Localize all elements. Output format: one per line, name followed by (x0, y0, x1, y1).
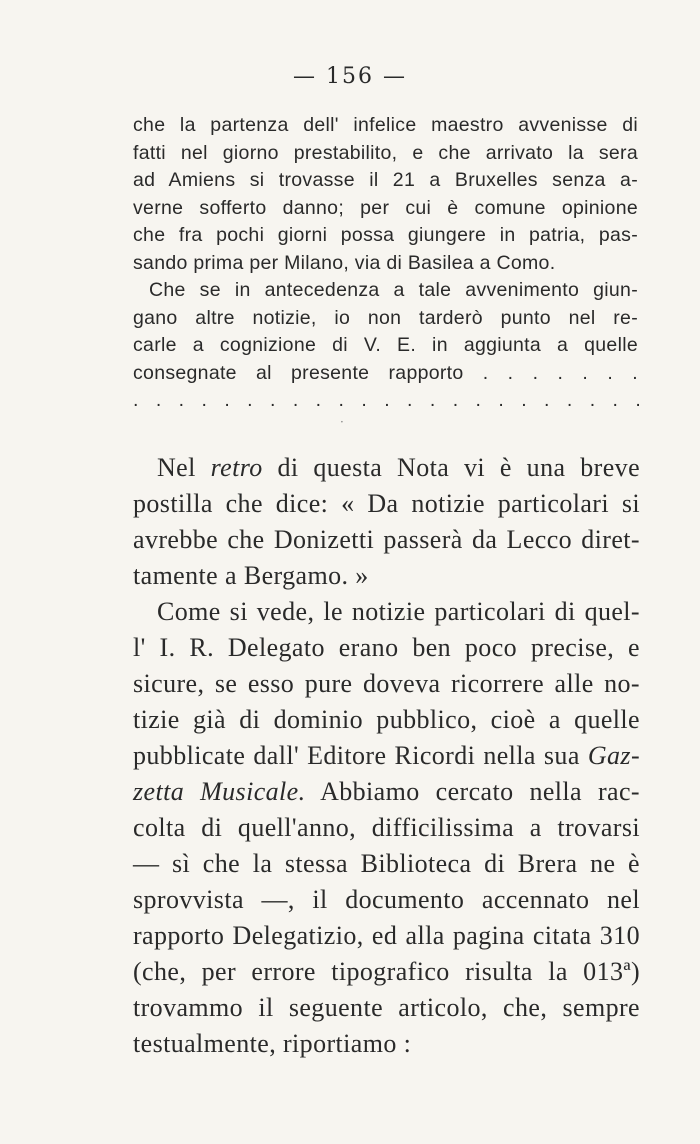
quote-line: fatti nel giorno prestabilito, e che arrivato la sera (133, 141, 638, 164)
quote-line: verne sofferto danno; per cui è comune opinione (133, 196, 638, 219)
body-line: trovammo il seguente articolo, che, sempre (133, 993, 640, 1022)
quote-line: che la partenza dell' infelice maestro avvenisse di (133, 114, 638, 136)
body-line: colta di quell'anno, difficilissima a trovarsi (133, 813, 640, 842)
quote-line: gano altre notizie, io non tarderò punto nel re- (133, 306, 638, 329)
body-line: pubblicate dall' Editore Ricordi nella sua Gaz- (133, 741, 640, 770)
ellipsis-dots-line: . . . . . . . . . . . . . . . . . . . . . . . (133, 389, 647, 411)
body-line: testualmente, riportiamo : (133, 1029, 412, 1058)
quote-line: che fra pochi giorni possa giungere in patria, pas- (133, 224, 638, 246)
quote-line: sando prima per Milano, via di Basilea a Como. (133, 251, 556, 274)
quote-line: carle a cognizione di V. E. in aggiunta a quelle (133, 334, 638, 356)
report-quote (133, 112, 647, 415)
body-line: Come si vede, le notizie particolari di quel- (157, 597, 640, 626)
body-line: rapporto Delegatizio, ed alla pagina citata 310 (133, 921, 640, 950)
quote-line: ad Amiens si trovasse il 21 a Bruxelles senza a- (133, 169, 638, 191)
quote-line: consegnate al presente rapporto . . . . . . . (133, 361, 638, 384)
body-line: l' I. R. Delegato erano ben poco precise, e (133, 633, 640, 662)
body-line: postilla che dice: « Da notizie particolari si (133, 489, 640, 518)
page-number: — 156 — (293, 64, 407, 89)
body-line: sprovvista —, il documento accennato nel (133, 885, 640, 914)
divider-dot: · (340, 415, 344, 429)
body-line: zetta Musicale. Abbiamo cercato nella rac- (133, 777, 640, 806)
body-line: Nel retro di questa Nota vi è una breve (157, 453, 641, 482)
body-line: tizie già di dominio pubblico, cioè a quelle (133, 705, 640, 734)
body-line: — sì che la stessa Biblioteca di Brera ne è (133, 849, 640, 878)
body-line: tamente a Bergamo. » (133, 561, 369, 590)
body-line: (che, per errore tipografico risulta la 013ª) (133, 957, 640, 986)
body-line: sicure, se esso pure doveva ricorrere alle no- (133, 669, 640, 698)
body-text (133, 450, 640, 1062)
body-line: avrebbe che Donizetti passerà da Lecco diret- (133, 525, 640, 554)
quote-line: Che se in antecedenza a tale avvenimento giun- (149, 279, 638, 301)
